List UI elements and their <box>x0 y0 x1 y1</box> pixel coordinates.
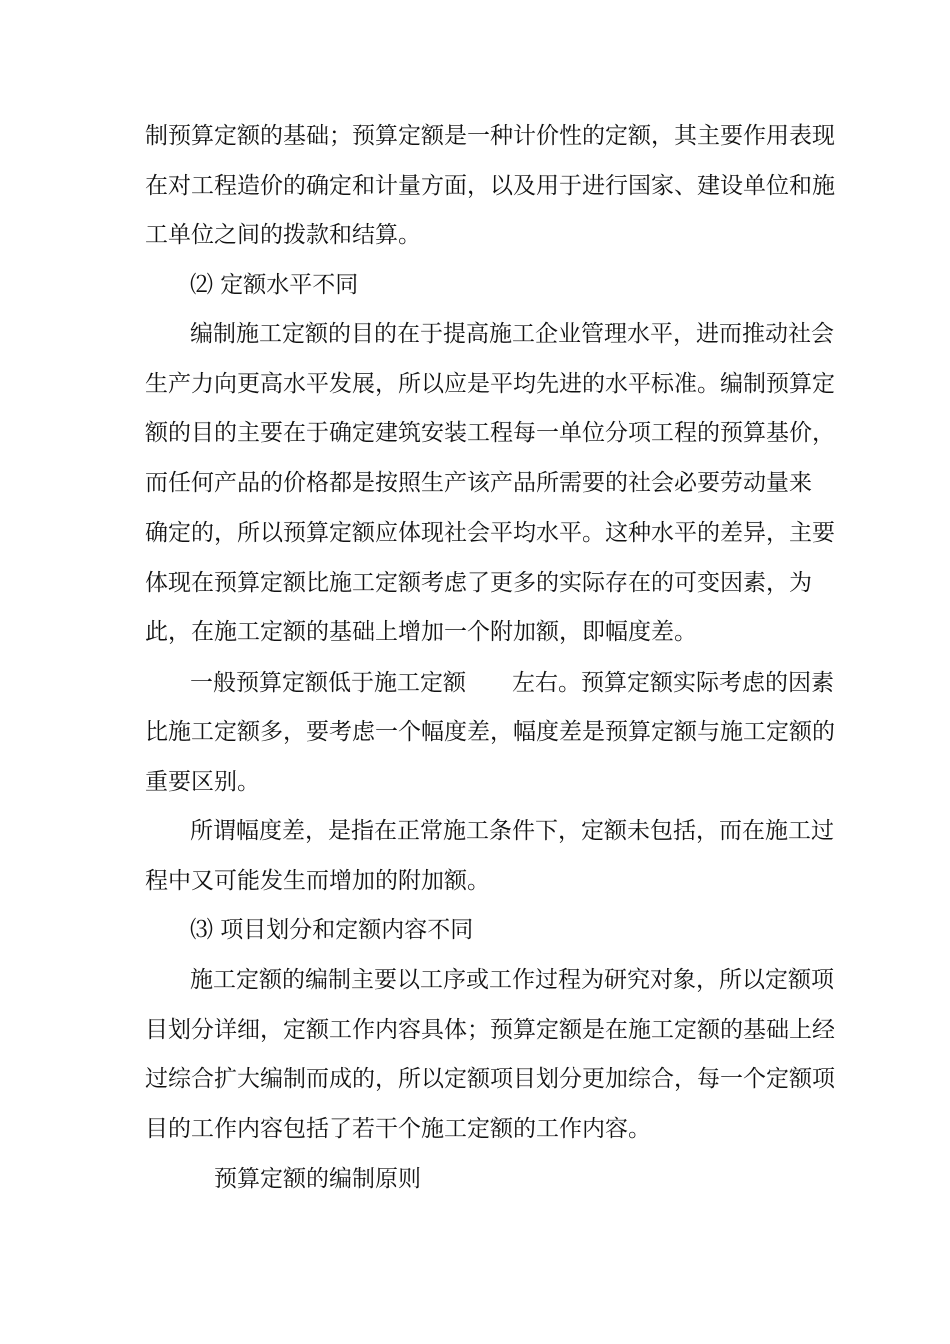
paragraph-line: 重要区别。 <box>145 769 260 795</box>
paragraph-line: 一般预算定额低于施工定额 左右。预算定额实际考虑的因素 <box>190 670 834 696</box>
paragraph-line: 而任何产品的价格都是按照生产该产品所需要的社会必要劳动量来 <box>145 470 812 496</box>
paragraph-line: 目划分详细，定额工作内容具体；预算定额是在施工定额的基础上经 <box>145 1017 835 1043</box>
paragraph-line: 所谓幅度差，是指在正常施工条件下，定额未包括，而在施工过 <box>190 818 834 844</box>
paragraph-line: 编制施工定额的目的在于提高施工企业管理水平，进而推动社会 <box>190 321 834 347</box>
paragraph-line: 在对工程造价的确定和计量方面，以及用于进行国家、建设单位和施 <box>145 173 835 199</box>
paragraph-line: 施工定额的编制主要以工序或工作过程为研究对象，所以定额项 <box>190 967 834 993</box>
paragraph-line: 制预算定额的基础；预算定额是一种计价性的定额，其主要作用表现 <box>145 123 835 149</box>
paragraph-line: 体现在预算定额比施工定额考虑了更多的实际存在的可变因素，为 <box>145 570 812 596</box>
paragraph-line: 过综合扩大编制而成的，所以定额项目划分更加综合，每一个定额项 <box>145 1066 835 1092</box>
paragraph-line: 比施工定额多，要考虑一个幅度差，幅度差是预算定额与施工定额的 <box>145 719 835 745</box>
section-heading: 预算定额的编制原则 <box>214 1166 421 1192</box>
paragraph-line: 工单位之间的拨款和结算。 <box>145 222 421 248</box>
paragraph-line: 额的目的主要在于确定建筑安装工程每一单位分项工程的预算基价， <box>145 420 835 446</box>
section-heading: ⑵ 定额水平不同 <box>190 272 359 298</box>
paragraph-line: 此，在施工定额的基础上增加一个附加额，即幅度差。 <box>145 619 697 645</box>
paragraph-line: 确定的，所以预算定额应体现社会平均水平。这种水平的差异，主要 <box>145 520 835 546</box>
paragraph-line: 生产力向更高水平发展，所以应是平均先进的水平标准。编制预算定 <box>145 371 835 397</box>
section-heading: ⑶ 项目划分和定额内容不同 <box>190 917 474 943</box>
paragraph-line: 目的工作内容包括了若干个施工定额的工作内容。 <box>145 1116 651 1142</box>
paragraph-line: 程中又可能发生而增加的附加额。 <box>145 868 490 894</box>
